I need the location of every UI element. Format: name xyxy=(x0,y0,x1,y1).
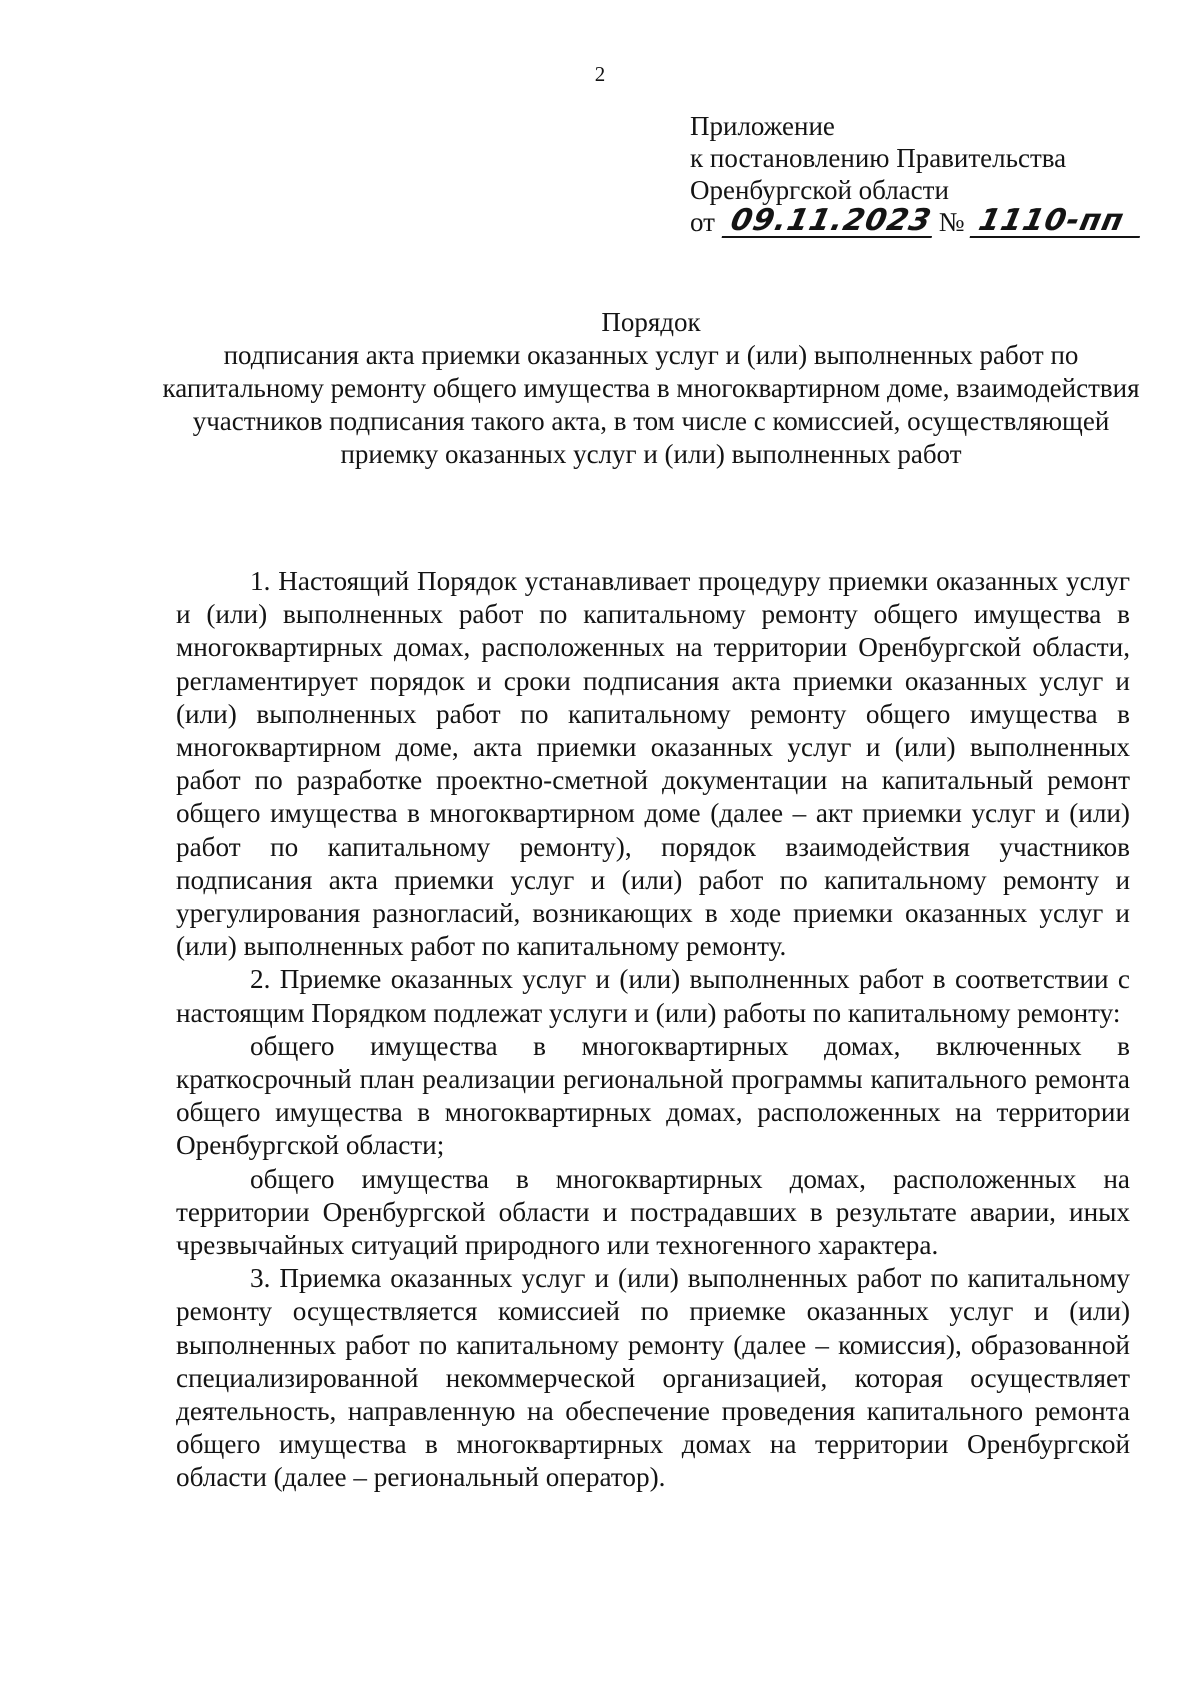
title-heading: Порядок xyxy=(601,307,701,337)
paragraph-3: 3. Приемка оказанных услуг и (или) выполненных работ по капитальному ремонту осуществляется комиссией по приемке оказанных услуг и (или) выполненных работ по капитальному ремонту (далее – комиссия), образованной специализированной некоммерческой организацией, которая осуществляет деятельность, направленную на обеспечение проведения капитального ремонта общего имущества в многоквартирных домах на территории Оренбургской области (далее – региональный оператор). xyxy=(176,1263,1130,1493)
appendix-resolution: к постановлению Правительства xyxy=(690,143,1067,173)
document-title xyxy=(160,306,1142,471)
from-label: от xyxy=(690,207,715,237)
paragraph-2-item-1: общего имущества в многоквартирных домах, включенных в краткосрочный план реализации региональной программы капитального ремонта общего имущества в многоквартирных домах, расположенных на территории Оренбургской области; xyxy=(176,1030,1130,1161)
title-subtitle: подписания акта приемки оказанных услуг и (или) выполненных работ по капитальному ремонту общего имущества в многоквартирном доме, взаимодействия участников подписания такого акта, в том числе с комиссией, осуществляющей приемку оказанных услуг и (или) выполненных работ xyxy=(162,340,1140,469)
document-body xyxy=(176,565,1130,1495)
appendix-date-number-line xyxy=(690,203,1143,238)
appendix-label: Приложение xyxy=(690,111,835,141)
appendix-block xyxy=(690,110,1143,238)
number-sign: № xyxy=(938,207,965,237)
handwritten-number: 1110-пп xyxy=(969,206,1146,238)
paragraph-2-item-2: общего имущества в многоквартирных домах, расположенных на территории Оренбургской области и пострадавших в результате аварии, иных чрезвычайных ситуаций природного или техногенного характера. xyxy=(176,1163,1130,1261)
page-number: 2 xyxy=(594,62,606,86)
paragraph-1: 1. Настоящий Порядок устанавливает процедуру приемки оказанных услуг и (или) выполненных работ по капитальному ремонту общего имущества в многоквартирных домах, расположенных на территории Оренбургской области, регламентирует порядок и сроки подписания акта приемки оказанных услуг и (или) выполненных работ по капитальному ремонту общего имущества в многоквартирном доме, акта приемки оказанных услуг и (или) выполненных работ по разработке проектно-сметной документации на капитальный ремонт общего имущества в многоквартирном доме (далее – акт приемки услуг и (или) работ по капитальному ремонту), порядок взаимодействия участников подписания акта приемки услуг и (или) работ по капитальному ремонту и урегулирования разногласий, возникающих в ходе приемки оказанных услуг и (или) выполненных работ по капитальному ремонту. xyxy=(176,566,1130,962)
paragraph-2: 2. Приемке оказанных услуг и (или) выполненных работ в соответствии с настоящим Порядком подлежат услуги и (или) работы по капитальному ремонту: xyxy=(176,964,1130,1028)
appendix-region: Оренбургской области xyxy=(690,175,949,205)
handwritten-date: 09.11.2023 xyxy=(722,206,939,238)
